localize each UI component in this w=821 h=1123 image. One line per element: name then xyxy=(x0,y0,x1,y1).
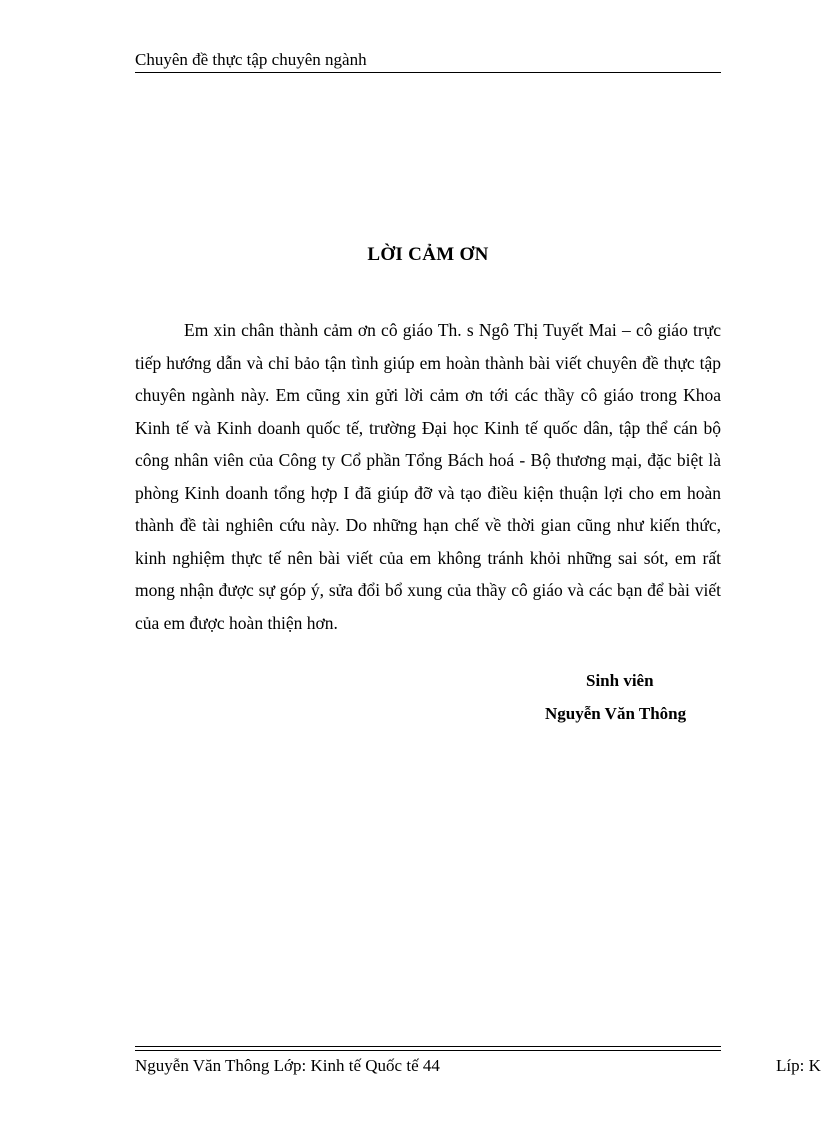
acknowledgement-paragraph: Em xin chân thành cảm ơn cô giáo Th. s Ngô Thị Tuyết Mai – cô giáo trực tiếp hướng dẫn và chỉ bảo tận tình giúp em hoàn thành bài viết chuyên đề thực tập chuyên ngành này. Em cũng xin gửi lời cảm ơn tới các thầy cô giáo trong Khoa Kinh tế và Kinh doanh quốc tế, trường Đại học Kinh tế quốc dân, tập thể cán bộ công nhân viên của Công ty Cổ phần Tổng Bách hoá - Bộ thương mại, đặc biệt là phòng Kinh doanh tổng hợp I đã giúp đỡ và tạo điều kiện thuận lợi cho em hoàn thành đề tài nghiên cứu này. Do những hạn chế về thời gian cũng như kiến thức, kinh nghiệm thực tế nên bài viết của em không tránh khỏi những sai sót, em rất mong nhận được sự góp ý, sửa đổi bổ xung của thầy cô giáo và các bạn để bài viết của em được hoàn thiện hơn. xyxy=(135,320,721,633)
signature-name: Nguyễn Văn Thông xyxy=(545,704,687,723)
signature-role: Sinh viên xyxy=(586,671,654,690)
footer-divider xyxy=(135,1046,721,1051)
page-title: LỜI CẢM ƠN xyxy=(367,244,489,265)
footer-author-class: Nguyễn Văn Thông Lớp: Kinh tế Quốc tế 44 xyxy=(135,1056,440,1075)
footer-class-truncated: Líp: K xyxy=(776,1056,821,1075)
header-title: Chuyên đề thực tập chuyên ngành xyxy=(135,50,367,69)
page-header xyxy=(135,48,721,73)
